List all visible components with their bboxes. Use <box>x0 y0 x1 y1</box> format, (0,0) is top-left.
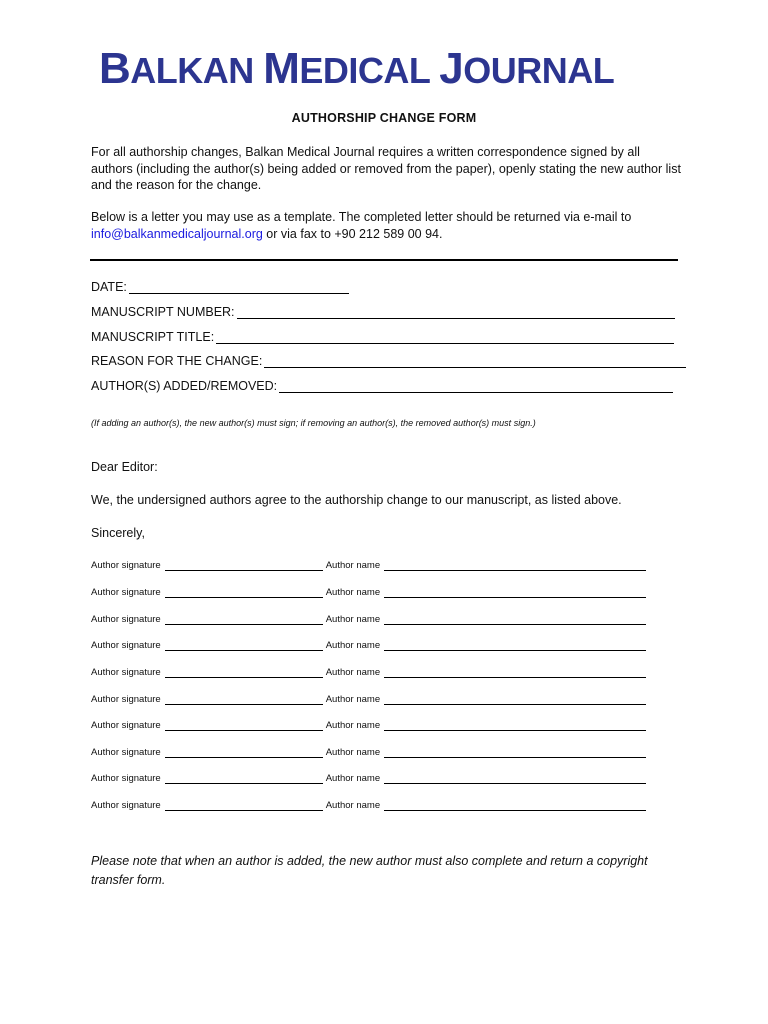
manuscript-number-input-line[interactable] <box>237 306 675 319</box>
reason-field <box>91 352 686 368</box>
manuscript-title-field <box>91 328 674 344</box>
author-name-label: Author name <box>325 747 381 758</box>
author-signature-line[interactable] <box>165 747 323 758</box>
author-signature-label: Author signature <box>91 720 161 731</box>
author-name-label: Author name <box>325 667 381 678</box>
manuscript-title-input-line[interactable] <box>216 331 674 344</box>
author-signature-line[interactable] <box>165 694 323 705</box>
sign-note: (If adding an author(s), the new author(s) must sign; if removing an author(s), the removed author(s) must sign.) <box>91 418 536 428</box>
divider <box>90 259 678 261</box>
authors-changed-field <box>91 377 673 393</box>
author-name-label: Author name <box>325 640 381 651</box>
author-name-line[interactable] <box>384 800 646 811</box>
reason-input-line[interactable] <box>264 355 686 368</box>
author-signature-line[interactable] <box>165 667 323 678</box>
signature-row <box>91 557 671 571</box>
signature-row <box>91 584 671 598</box>
author-name-line[interactable] <box>384 747 646 758</box>
author-name-label: Author name <box>325 720 381 731</box>
signature-row <box>91 797 671 811</box>
author-signature-line[interactable] <box>165 614 323 625</box>
fax-text: or via fax to +90 212 589 00 94. <box>262 226 443 241</box>
author-name-line[interactable] <box>384 587 646 598</box>
signature-row <box>91 664 671 678</box>
salutation: Dear Editor: <box>91 460 158 474</box>
author-signature-line[interactable] <box>165 640 323 651</box>
template-paragraph <box>91 209 681 242</box>
author-signature-label: Author signature <box>91 560 161 571</box>
manuscript-title-label: MANUSCRIPT TITLE: <box>91 330 215 344</box>
author-signature-label: Author signature <box>91 747 161 758</box>
author-name-label: Author name <box>325 694 381 705</box>
manuscript-number-field <box>91 303 675 319</box>
author-signature-label: Author signature <box>91 667 161 678</box>
author-signature-label: Author signature <box>91 800 161 811</box>
closing: Sincerely, <box>91 526 145 540</box>
letter-body: We, the undersigned authors agree to the authorship change to our manuscript, as listed above. <box>91 493 622 507</box>
signature-row <box>91 611 671 625</box>
reason-label: REASON FOR THE CHANGE: <box>91 354 263 368</box>
date-input-line[interactable] <box>129 281 349 294</box>
author-signature-label: Author signature <box>91 587 161 598</box>
author-signature-label: Author signature <box>91 614 161 625</box>
author-name-label: Author name <box>325 800 381 811</box>
date-label: DATE: <box>91 280 127 294</box>
author-signature-line[interactable] <box>165 800 323 811</box>
form-title: AUTHORSHIP CHANGE FORM <box>291 111 477 125</box>
journal-logo: BALKAN MEDICAL JOURNAL <box>99 44 615 93</box>
date-field <box>91 278 349 294</box>
author-signature-line[interactable] <box>165 587 323 598</box>
author-name-label: Author name <box>325 560 381 571</box>
author-signature-label: Author signature <box>91 694 161 705</box>
author-name-line[interactable] <box>384 560 646 571</box>
author-name-line[interactable] <box>384 720 646 731</box>
signature-row <box>91 717 671 731</box>
authors-changed-input-line[interactable] <box>279 380 673 393</box>
email-link[interactable]: info@balkanmedicaljournal.org <box>91 226 263 241</box>
author-name-line[interactable] <box>384 640 646 651</box>
manuscript-number-label: MANUSCRIPT NUMBER: <box>91 305 235 319</box>
author-name-line[interactable] <box>384 694 646 705</box>
authors-changed-label: AUTHOR(S) ADDED/REMOVED: <box>91 379 278 393</box>
copyright-note: Please note that when an author is added, the new author must also complete and return a copyright transfer form. <box>91 854 648 887</box>
signature-row <box>91 770 671 784</box>
author-signature-line[interactable] <box>165 560 323 571</box>
author-name-label: Author name <box>325 614 381 625</box>
author-signature-line[interactable] <box>165 720 323 731</box>
author-signature-line[interactable] <box>165 773 323 784</box>
template-text: Below is a letter you may use as a template. The completed letter should be returned via e-mail to <box>91 210 632 224</box>
signature-row <box>91 744 671 758</box>
signature-row <box>91 637 671 651</box>
author-name-line[interactable] <box>384 773 646 784</box>
author-signature-label: Author signature <box>91 640 161 651</box>
author-signature-label: Author signature <box>91 773 161 784</box>
author-name-label: Author name <box>325 587 381 598</box>
author-name-label: Author name <box>325 773 381 784</box>
author-name-line[interactable] <box>384 614 646 625</box>
signature-row <box>91 691 671 705</box>
author-name-line[interactable] <box>384 667 646 678</box>
intro-paragraph: For all authorship changes, Balkan Medical Journal requires a written correspondence signed by all authors (including the author(s) being added or removed from the paper), openly stating the new author list and the reason for the change. <box>91 145 681 192</box>
